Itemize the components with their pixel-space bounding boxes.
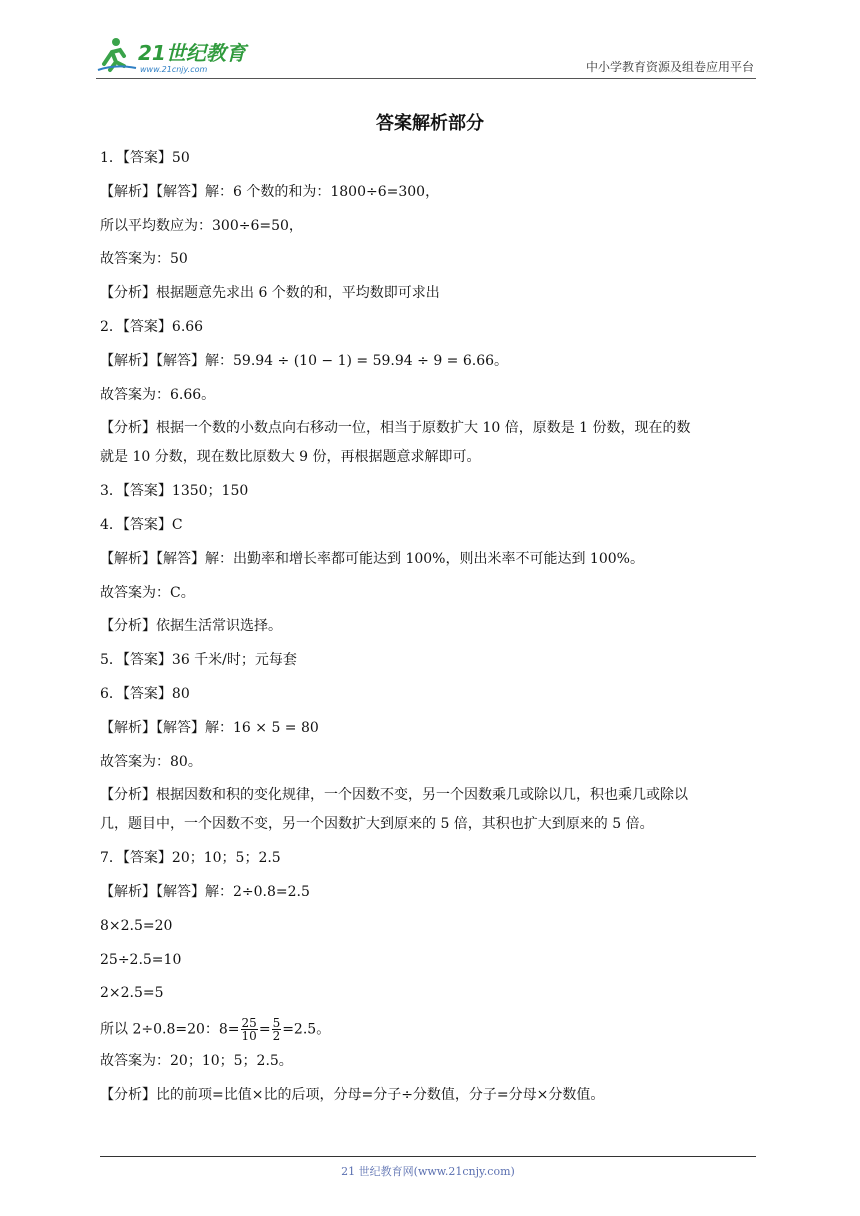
answer-line: 6．【答案】80 xyxy=(100,685,190,702)
answer-line: 3．【答案】1350；150 xyxy=(100,483,249,500)
answer-line: 2．【答案】6.66 xyxy=(100,318,204,335)
fraction-line-suffix: =2.5。 xyxy=(282,1021,331,1038)
fraction-numerator: 25 xyxy=(241,1016,257,1031)
platform-name: 中小学教育资源及组卷应用平台 xyxy=(585,60,754,74)
page-footer: 21 世纪教育网(www.21cnjy.com) xyxy=(100,1156,756,1179)
analysis-line: 【解析】【解答】解：16 × 5 = 80 xyxy=(100,719,319,736)
reasoning-line: 几，题目中，一个因数不变，另一个因数扩大到原来的 5 倍，其积也扩大到原来的 5 倍。 xyxy=(100,816,654,833)
reasoning-line: 【分析】根据题意先求出 6 个数的和，平均数即可求出 xyxy=(100,285,440,302)
conclusion-line: 故答案为：6.66。 xyxy=(100,386,216,403)
conclusion-line: 故答案为：80。 xyxy=(100,753,202,770)
fraction-denominator: 10 xyxy=(241,1029,257,1044)
conclusion-line: 故答案为：C。 xyxy=(100,584,195,601)
analysis-line: 所以平均数应为：300÷6=50， xyxy=(100,217,303,234)
analysis-line: 【解析】【解答】解：6 个数的和为：1800÷6=300， xyxy=(100,183,440,200)
fraction-line xyxy=(100,1016,768,1044)
equals-sign: = xyxy=(258,1021,271,1038)
site-logo xyxy=(96,34,256,76)
fraction-denominator: 2 xyxy=(272,1029,281,1044)
reasoning-line: 【分析】根据因数和积的变化规律，一个因数不变，另一个因数乘几或除以几，积也乘几或除以 xyxy=(100,787,688,804)
reasoning-line: 【分析】根据一个数的小数点向右移动一位，相当于原数扩大 10 倍，原数是 1 份数，现在的数 xyxy=(100,420,691,437)
answer-line: 4．【答案】C xyxy=(100,516,183,533)
svg-text:www.21cnjy.com: www.21cnjy.com xyxy=(140,65,208,74)
calc-line: 25÷2.5=10 xyxy=(100,951,182,968)
analysis-line: 【解析】【解答】解：2÷0.8=2.5 xyxy=(100,883,310,900)
conclusion-line: 故答案为：50 xyxy=(100,251,188,268)
page-title: 答案解析部分 xyxy=(376,113,484,134)
calc-line: 8×2.5=20 xyxy=(100,917,173,934)
fraction-25-10 xyxy=(241,1017,258,1042)
fraction-5-2 xyxy=(272,1017,282,1042)
answer-content xyxy=(100,148,768,1119)
page-header xyxy=(96,32,756,79)
analysis-line: 【解析】【解答】解：59.94 ÷ (10 − 1) = 59.94 ÷ 9 = 6.66。 xyxy=(100,352,509,369)
reasoning-line: 【分析】依据生活常识选择。 xyxy=(100,618,282,635)
reasoning-line: 【分析】比的前项=比值×比的后项，分母=分子÷分数值，分子=分母×分数值。 xyxy=(100,1086,605,1103)
fraction-numerator: 5 xyxy=(272,1016,281,1031)
conclusion-line: 故答案为：20；10；5；2.5。 xyxy=(100,1052,293,1069)
calc-line: 2×2.5=5 xyxy=(100,985,164,1002)
svg-text:21世纪教育: 21世纪教育 xyxy=(138,41,246,65)
answer-line: 5．【答案】36 千米/时；元每套 xyxy=(100,652,297,669)
analysis-line: 【解析】【解答】解：出勤率和增长率都可能达到 100%，则出米率不可能达到 100%。 xyxy=(100,550,644,567)
answer-line: 1．【答案】50 xyxy=(100,150,190,166)
answer-line: 7．【答案】20；10；5；2.5 xyxy=(100,850,281,867)
fraction-line-prefix: 所以 2÷0.8=20：8= xyxy=(100,1021,240,1038)
reasoning-line: 就是 10 分数，现在数比原数大 9 份，再根据题意求解即可。 xyxy=(100,449,481,466)
